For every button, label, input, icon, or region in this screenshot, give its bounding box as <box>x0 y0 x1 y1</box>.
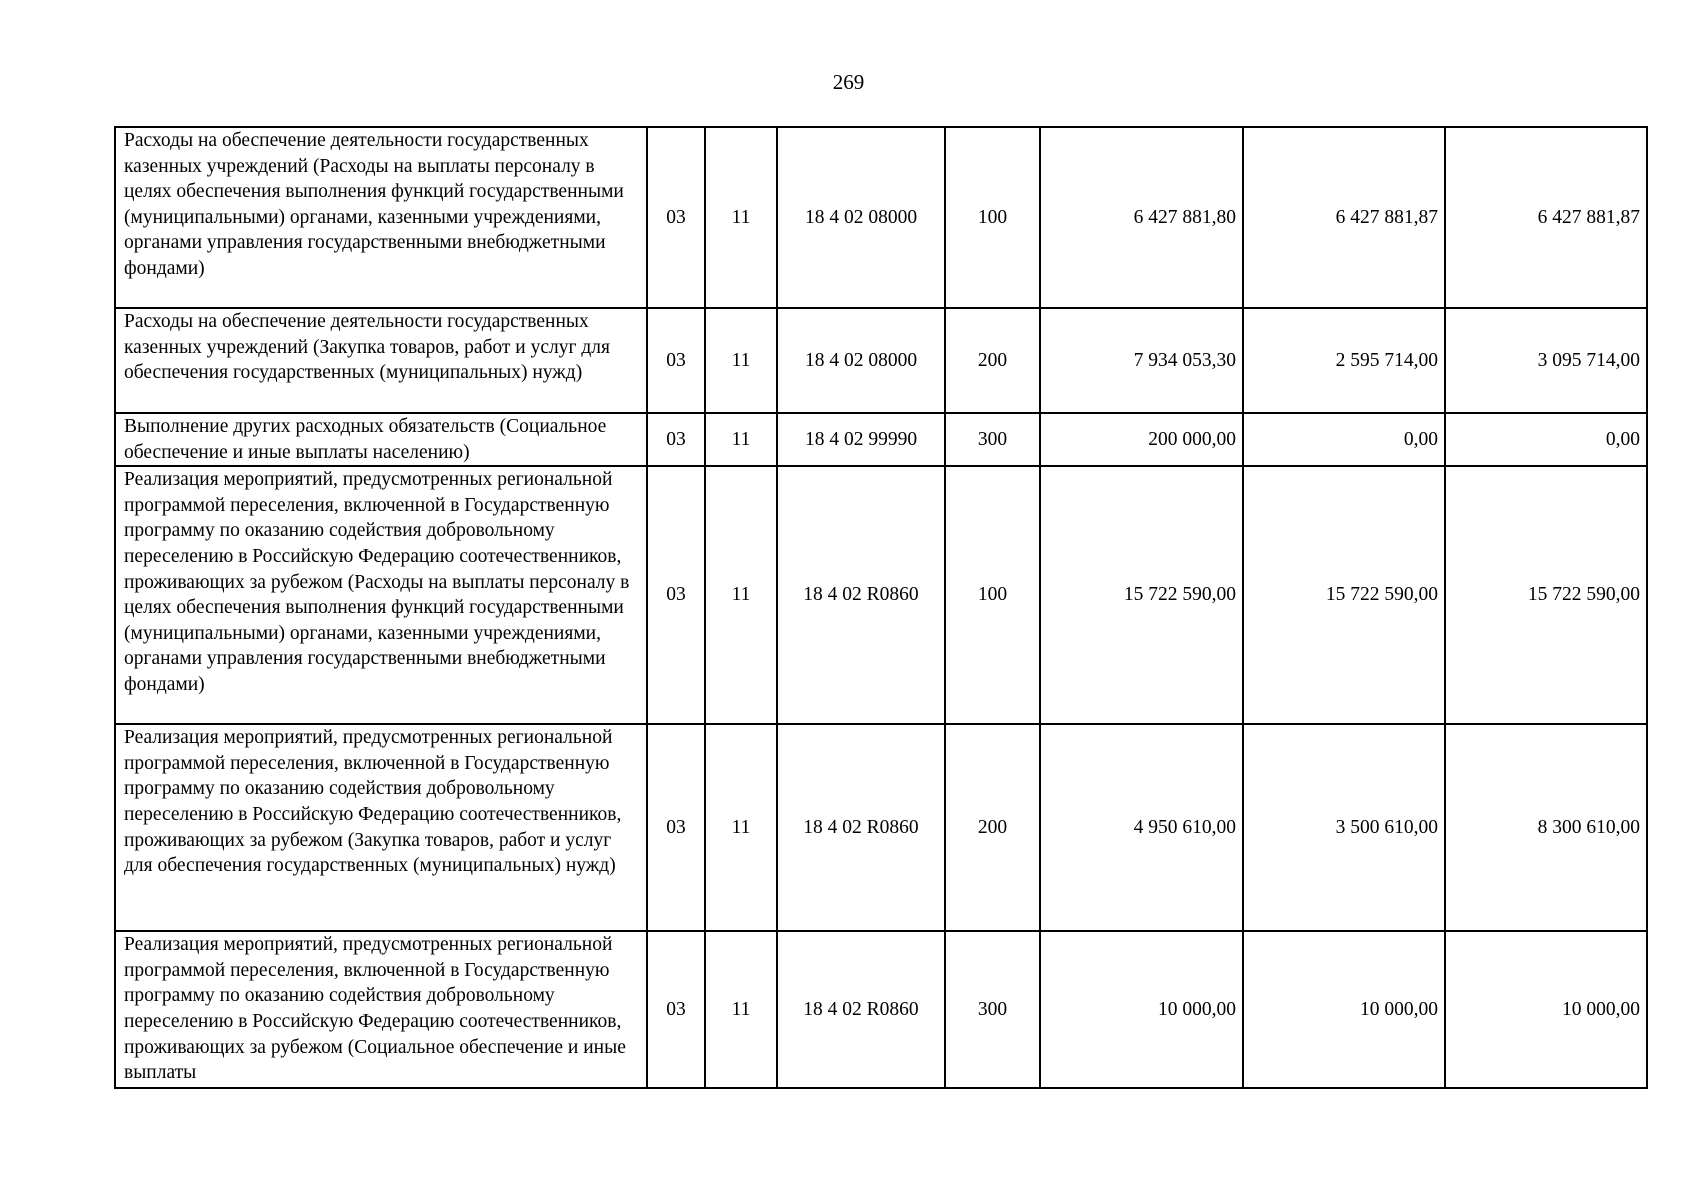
amount-year-1: 6 427 881,80 <box>1040 127 1243 308</box>
target-article-code: 18 4 02 08000 <box>777 127 945 308</box>
budget-table <box>114 126 1648 1089</box>
subsection-code: 11 <box>705 127 777 308</box>
target-article-code: 18 4 02 R0860 <box>777 724 945 931</box>
section-code: 03 <box>647 931 705 1088</box>
amount-year-1: 15 722 590,00 <box>1040 466 1243 724</box>
table-row <box>115 308 1647 413</box>
expense-type-code: 200 <box>945 724 1040 931</box>
row-description: Выполнение других расходных обязательств (Социальное обеспечение и иные выплаты населению) <box>115 413 647 466</box>
amount-year-3: 10 000,00 <box>1445 931 1647 1088</box>
expense-type-code: 300 <box>945 413 1040 466</box>
target-article-code: 18 4 02 08000 <box>777 308 945 413</box>
amount-year-1: 10 000,00 <box>1040 931 1243 1088</box>
target-article-code: 18 4 02 99990 <box>777 413 945 466</box>
expense-type-code: 300 <box>945 931 1040 1088</box>
table-row <box>115 127 1647 308</box>
section-code: 03 <box>647 127 705 308</box>
expense-type-code: 100 <box>945 466 1040 724</box>
expense-type-code: 100 <box>945 127 1040 308</box>
row-description: Реализация мероприятий, предусмотренных региональной программой переселения, включенной в Государственную программу по оказанию содействия добровольному переселению в Российскую Федерацию соотечественников, проживающих за рубежом (Закупка товаров, работ и услуг для обеспечения государственных (муниципальных) нужд) <box>115 724 647 931</box>
section-code: 03 <box>647 413 705 466</box>
table-row <box>115 466 1647 724</box>
row-description: Реализация мероприятий, предусмотренных региональной программой переселения, включенной в Государственную программу по оказанию содействия добровольному переселению в Российскую Федерацию соотечественников, проживающих за рубежом (Социальное обеспечение и иные выплаты <box>115 931 647 1088</box>
table-row <box>115 931 1647 1088</box>
amount-year-3: 15 722 590,00 <box>1445 466 1647 724</box>
subsection-code: 11 <box>705 724 777 931</box>
amount-year-1: 7 934 053,30 <box>1040 308 1243 413</box>
amount-year-1: 200 000,00 <box>1040 413 1243 466</box>
subsection-code: 11 <box>705 413 777 466</box>
target-article-code: 18 4 02 R0860 <box>777 931 945 1088</box>
amount-year-3: 0,00 <box>1445 413 1647 466</box>
amount-year-2: 15 722 590,00 <box>1243 466 1445 724</box>
amount-year-3: 6 427 881,87 <box>1445 127 1647 308</box>
amount-year-2: 3 500 610,00 <box>1243 724 1445 931</box>
section-code: 03 <box>647 724 705 931</box>
row-description: Реализация мероприятий, предусмотренных региональной программой переселения, включенной в Государственную программу по оказанию содействия добровольному переселению в Российскую Федерацию соотечественников, проживающих за рубежом (Расходы на выплаты персоналу в целях обеспечения выполнения функций государственными (муниципальными) органами, казенными учреждениями, органами управления государственными внебюджетными фондами) <box>115 466 647 724</box>
table-row <box>115 413 1647 466</box>
amount-year-2: 10 000,00 <box>1243 931 1445 1088</box>
subsection-code: 11 <box>705 308 777 413</box>
section-code: 03 <box>647 308 705 413</box>
subsection-code: 11 <box>705 931 777 1088</box>
page-number: 269 <box>832 70 865 94</box>
amount-year-1: 4 950 610,00 <box>1040 724 1243 931</box>
section-code: 03 <box>647 466 705 724</box>
table-row <box>115 724 1647 931</box>
row-description: Расходы на обеспечение деятельности государственных казенных учреждений (Расходы на выплаты персоналу в целях обеспечения выполнения функций государственными (муниципальными) органами, казенными учреждениями, органами управления государственными внебюджетными фондами) <box>115 127 647 308</box>
amount-year-2: 2 595 714,00 <box>1243 308 1445 413</box>
amount-year-3: 8 300 610,00 <box>1445 724 1647 931</box>
expense-type-code: 200 <box>945 308 1040 413</box>
row-description: Расходы на обеспечение деятельности государственных казенных учреждений (Закупка товаров, работ и услуг для обеспечения государственных (муниципальных) нужд) <box>115 308 647 413</box>
target-article-code: 18 4 02 R0860 <box>777 466 945 724</box>
amount-year-3: 3 095 714,00 <box>1445 308 1647 413</box>
amount-year-2: 0,00 <box>1243 413 1445 466</box>
subsection-code: 11 <box>705 466 777 724</box>
amount-year-2: 6 427 881,87 <box>1243 127 1445 308</box>
